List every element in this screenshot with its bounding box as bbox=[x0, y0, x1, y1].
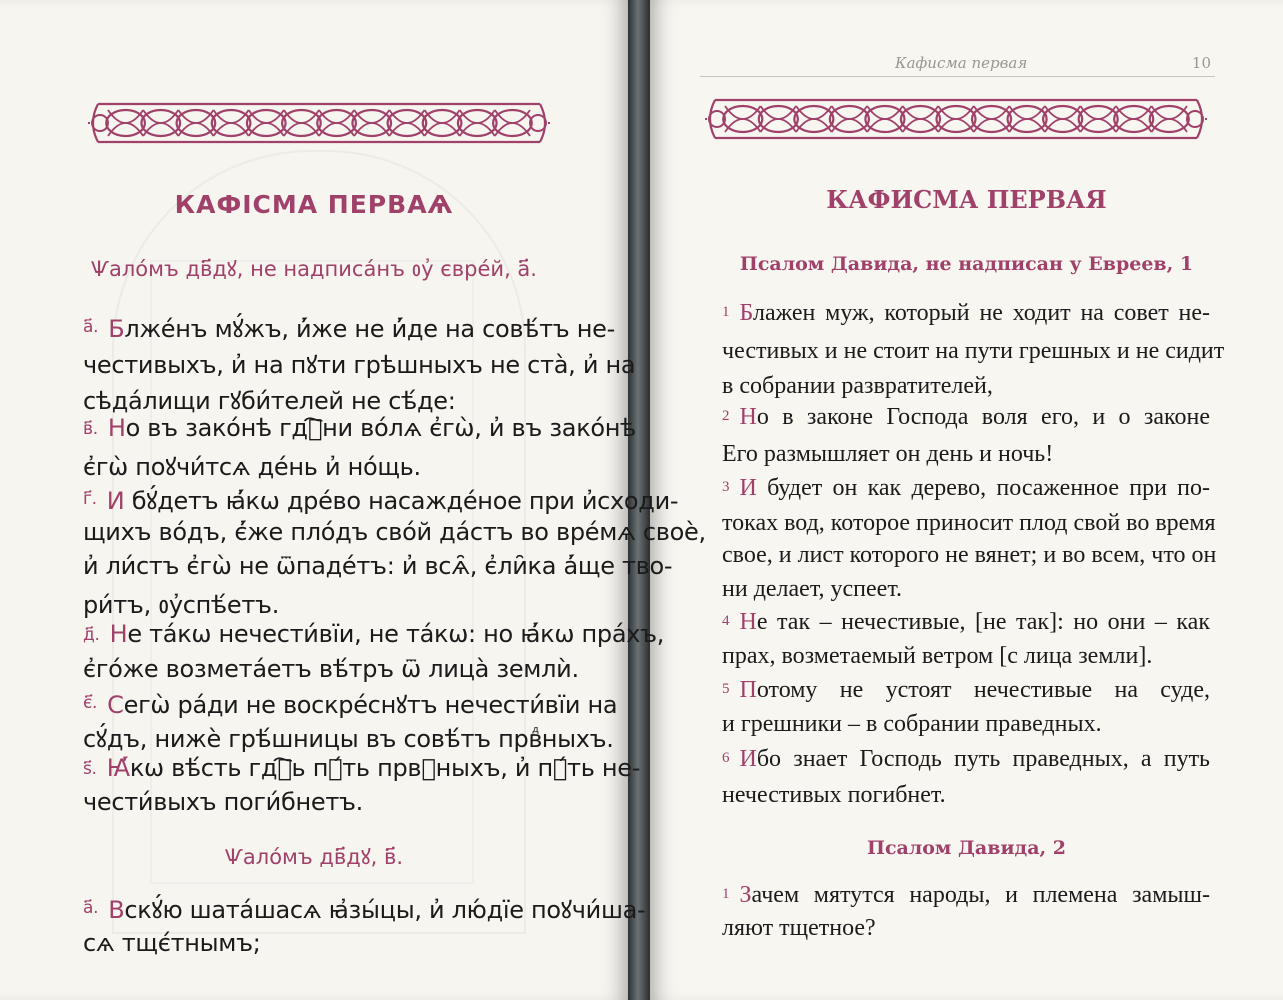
verse-text: е та́кѡ нечести́вїи, не та́кѡ: но ꙗ҆́кѡ пра́хъ, bbox=[127, 620, 665, 648]
verse-number: є҃. bbox=[83, 693, 98, 713]
right-ornament bbox=[705, 88, 1207, 150]
verse-number: 6 bbox=[722, 750, 730, 766]
right-lines-line bbox=[722, 609, 1210, 636]
left-lines-line bbox=[83, 348, 636, 381]
verse-text: ляют тщетное? bbox=[722, 915, 876, 941]
right-kathisma-title: КАФИСМА ПЕРВАЯ bbox=[826, 185, 1107, 214]
verse-text: в собрании развратителей, bbox=[722, 373, 993, 399]
verse-text: скꙋ́ю шата́шасѧ ꙗ҆зы́цы, и҆ лю́дїе поꙋчи́ша- bbox=[124, 896, 646, 924]
verse-text: егѡ̀ ра́ди не воскре́снꙋтъ нечести́вїи на bbox=[123, 691, 618, 719]
right-lines-line bbox=[722, 746, 1210, 773]
initial-letter: Н bbox=[739, 609, 757, 635]
verse-text: честивыхъ, и҆ на пꙋти грѣшныхъ не ста̀, и҆ на bbox=[83, 351, 636, 379]
verse-number: ѕ҃. bbox=[83, 759, 97, 779]
right-lines-line bbox=[722, 643, 1152, 670]
verse-text: будет он как дерево, посаженное при по- bbox=[756, 475, 1210, 501]
verse-text: Его размышляет он день и ночь! bbox=[722, 441, 1054, 467]
right-lines-line bbox=[722, 373, 993, 400]
verse-text: є҆гѡ̀ поꙋчи́тсѧ де́нь и҆ но́щь. bbox=[83, 453, 421, 481]
right-lines-line bbox=[722, 441, 1053, 468]
running-title: Кафисма первая bbox=[895, 54, 1028, 72]
left-lines-line bbox=[83, 384, 456, 417]
right-lines-line bbox=[722, 576, 902, 603]
right-lines-line bbox=[722, 677, 1210, 704]
verse-number: д҃. bbox=[83, 625, 100, 645]
left-lines-line bbox=[83, 788, 363, 816]
left-lines-line bbox=[83, 722, 614, 755]
verse-number: в҃. bbox=[83, 419, 98, 439]
right-lines2-line bbox=[722, 915, 876, 942]
right-lines-line bbox=[722, 404, 1210, 431]
verse-number: 5 bbox=[722, 681, 730, 697]
verse-text: и грешники – в собрании праведных. bbox=[722, 711, 1102, 737]
left-lines2-line bbox=[83, 929, 261, 957]
left-kathisma-title: КАФІСМА ПЕРВАѦ bbox=[174, 190, 454, 219]
verse-text: нечестивых погибнет. bbox=[722, 782, 946, 808]
initial-letter: Н bbox=[109, 620, 128, 648]
verse-number: 2 bbox=[722, 408, 730, 424]
initial-letter: И bbox=[106, 487, 125, 515]
initial-letter: Н bbox=[739, 404, 757, 430]
right-lines-line bbox=[722, 510, 1216, 537]
verse-text: ачем мятутся народы, и племена замыш- bbox=[751, 882, 1210, 908]
verse-text: сꙋ́дъ, нижѐ грѣ́шницы въ совѣ́тъ првⷣныхъ. bbox=[83, 725, 614, 753]
verse-text: сѣда́лищи гꙋби́телей не сѣ́де: bbox=[83, 387, 456, 415]
left-lines-line bbox=[83, 688, 618, 721]
verse-text: сѧ тщє́тнымъ; bbox=[83, 929, 261, 957]
left-lines-line bbox=[83, 484, 679, 517]
right-lines-line bbox=[722, 711, 1102, 738]
verse-text: о въ зако́нѣ гдⷭ҇ни во́лѧ є҆гѡ̀, и҆ въ зако́нѣ bbox=[125, 414, 636, 442]
left-lines-line bbox=[83, 588, 279, 621]
left-lines-line bbox=[83, 620, 665, 648]
verse-text: чести́выхъ поги́бнетъ. bbox=[83, 788, 364, 816]
left-psalm2-title: Ѱало́мъ дв҃дꙋ, в҃. bbox=[224, 845, 404, 869]
verse-text: ́кѡ вѣ́сть гдⷭ҇ь пꙋ́ть првⷣныхъ, и҆ пꙋ́ть не- bbox=[129, 754, 641, 782]
left-lines-line bbox=[83, 655, 579, 683]
right-lines-line bbox=[722, 300, 1210, 327]
verse-text: отому не устоят нечестивые на суде, bbox=[756, 677, 1210, 703]
verse-number: г҃. bbox=[83, 489, 97, 509]
left-lines-line bbox=[83, 414, 636, 442]
right-lines2-line bbox=[722, 882, 1210, 909]
initial-letter: Н bbox=[107, 414, 126, 442]
verse-text: лажен муж, который не ходит на совет не- bbox=[752, 300, 1210, 326]
verse-text: бо знает Господь путь праведных, а путь bbox=[756, 746, 1210, 772]
verse-text: и҆ ли́стъ є҆гѡ̀ не ѿпаде́тъ: и҆ всѧ̑, є҆ли̑ка а҆́ще тво- bbox=[83, 552, 673, 580]
initial-letter: Б bbox=[739, 300, 753, 326]
running-head bbox=[700, 52, 1215, 77]
verse-text: свое, и лист которого не вянет; и во всем, что он bbox=[722, 542, 1217, 568]
right-psalm2-title: Псалом Давида, 2 bbox=[867, 837, 1066, 859]
right-lines-line bbox=[722, 338, 1225, 365]
verse-text: ни делает, успеет. bbox=[722, 576, 902, 602]
verse-text: честивых и не стоит на пути грешных и не сидит bbox=[722, 338, 1225, 364]
right-lines-line bbox=[722, 475, 1210, 502]
verse-number: 4 bbox=[722, 613, 730, 629]
left-lines2-line bbox=[83, 893, 646, 926]
initial-letter: Ꙗ҆ bbox=[106, 754, 130, 782]
right-psalm1-title: Псалом Давида, не надписан у Евреев, 1 bbox=[739, 253, 1194, 275]
right-lines-line bbox=[722, 782, 946, 809]
initial-letter: В bbox=[108, 896, 125, 924]
verse-text: о в законе Господа воля его, и о законе bbox=[756, 404, 1210, 430]
verse-text: лже́нъ мꙋ́жъ, и҆́же не и҆́де на совѣ́тъ не- bbox=[124, 315, 615, 343]
initial-letter: Б bbox=[108, 315, 125, 343]
page-number: 10 bbox=[1191, 54, 1211, 72]
left-lines-line bbox=[83, 312, 615, 345]
verse-number: а҃. bbox=[83, 898, 99, 918]
left-lines-line bbox=[83, 754, 641, 782]
verse-number: 1 bbox=[722, 886, 730, 902]
verse-text: е так – нечестивые, [не так]: но они – как bbox=[756, 609, 1210, 635]
initial-letter: И bbox=[739, 746, 757, 772]
verse-number: а҃. bbox=[83, 317, 99, 337]
verse-number: 3 bbox=[722, 479, 730, 495]
right-lines-line bbox=[722, 542, 1217, 569]
left-psalm1-title: Ѱало́мъ дв҃дꙋ, не надписа́нъ ᲂу҆ євре́й, а҃. bbox=[91, 257, 537, 281]
verse-text: токах вод, которое приносит плод свой во время bbox=[722, 510, 1216, 536]
verse-text: прах, возметаемый ветром [с лица земли]. bbox=[722, 643, 1153, 669]
initial-letter: С bbox=[107, 691, 124, 719]
initial-letter: З bbox=[739, 882, 752, 908]
verse-text: щихъ во́дъ, є҆́же пло́дъ сво́й да́стъ во вре́мѧ своѐ, bbox=[83, 518, 706, 546]
initial-letter: П bbox=[739, 677, 757, 703]
left-lines-line bbox=[83, 518, 706, 546]
verse-text: є҆го́же возмета́етъ вѣ́тръ ѿ лица̀ землѝ. bbox=[83, 655, 579, 683]
initial-letter: И bbox=[739, 475, 757, 501]
left-ornament bbox=[88, 92, 550, 154]
verse-number: 1 bbox=[722, 304, 730, 320]
verse-text: бꙋ́детъ ꙗ҆́кѡ дре́во насажде́ное при и҆сходи- bbox=[124, 487, 679, 515]
verse-text: ри́тъ, ᲂу҆спѣ́етъ. bbox=[83, 591, 280, 619]
left-lines-line bbox=[83, 450, 421, 483]
left-lines-line bbox=[83, 552, 673, 580]
